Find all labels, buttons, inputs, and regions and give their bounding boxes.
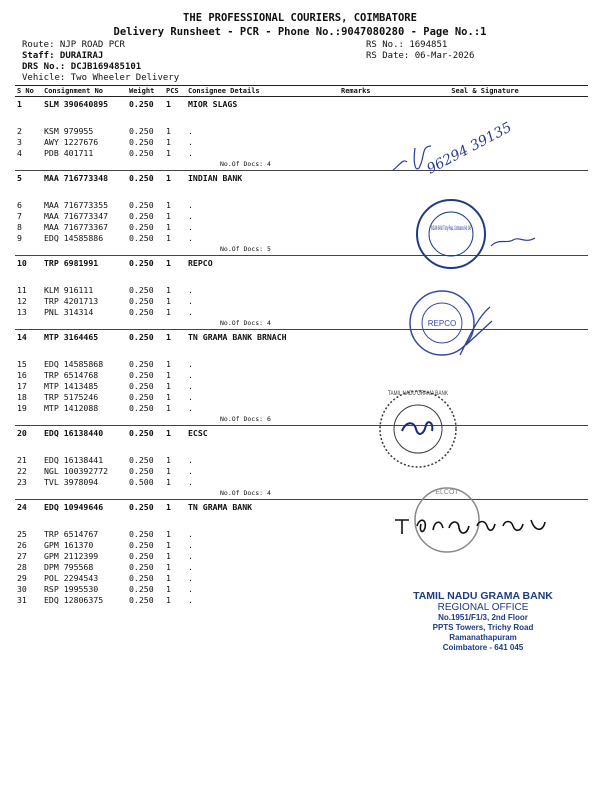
spacer-cell: [127, 344, 164, 359]
consignee-cell: .: [188, 551, 193, 561]
consignee-cell: .: [188, 477, 193, 487]
spacer-cell: [42, 440, 127, 455]
consignee-cell: ECSC: [186, 426, 339, 441]
consignment-cell: MTP 1412088: [44, 403, 99, 413]
consignment-cell: MTP 3164465: [42, 330, 127, 345]
sno-cell: 20: [15, 426, 42, 441]
spacer-cell: [15, 111, 42, 126]
route: Route: NJP ROAD PCR: [22, 40, 125, 50]
consignment-cell: TRP 6514768: [44, 370, 99, 380]
pcs-cell: 1: [166, 296, 171, 306]
weight-cell: 0.250: [127, 426, 164, 441]
tngb-regional-office-stamp: [383, 590, 583, 653]
weight-cell: 0.250: [127, 256, 164, 271]
consignment-cell: TRP 6981991: [42, 256, 127, 271]
spacer-cell: [339, 185, 382, 200]
remarks-cell: [339, 529, 382, 540]
blank-cell: [15, 414, 42, 426]
pcs-cell: 1: [164, 97, 186, 112]
indian-bank-seal: [413, 196, 548, 276]
ecsc-seal-and-signature: [385, 480, 575, 560]
remarks-cell: [339, 137, 382, 148]
pcs-cell: 1: [166, 148, 171, 158]
sno-cell: 28: [17, 562, 27, 572]
blank-cell: [42, 159, 127, 171]
remarks-cell: [339, 359, 382, 370]
consignee-cell: .: [188, 148, 193, 158]
docs-count: No.Of Docs: 4: [220, 489, 271, 497]
remarks-cell: [339, 573, 382, 584]
table-row: [15, 381, 588, 392]
remarks-cell: [339, 296, 382, 307]
table-row: [15, 455, 588, 466]
consignment-cell: POL 2294543: [44, 573, 99, 583]
docs-count: No.Of Docs: 4: [220, 319, 271, 327]
pcs-cell: 1: [166, 595, 171, 605]
sno-cell: 29: [17, 573, 27, 583]
consignee-cell: .: [188, 126, 193, 136]
spacer-cell: [339, 344, 382, 359]
seal-cell: [382, 573, 588, 584]
spacer-cell: [186, 185, 339, 200]
row-spacer: [15, 440, 588, 455]
spacer-cell: [15, 270, 42, 285]
spacer-cell: [186, 440, 339, 455]
drs-label: DRS No.:: [22, 62, 66, 72]
sno-cell: 4: [17, 148, 22, 158]
sno-cell: 30: [17, 584, 27, 594]
consignee-cell: .: [188, 137, 193, 147]
blank-cell: [42, 414, 127, 426]
pcs-cell: 1: [166, 540, 171, 550]
weight-cell: 0.250: [129, 455, 154, 465]
consignee-cell: .: [188, 455, 193, 465]
pcs-cell: 1: [166, 381, 171, 391]
indian-bank-seal-text: INDIAN BANK Trichy Road, Coimbatore 641 045: [431, 226, 472, 232]
spacer-cell: [186, 111, 339, 126]
sno-cell: 3: [17, 137, 22, 147]
consignee-cell: .: [188, 307, 193, 317]
sno-cell: 11: [17, 285, 27, 295]
consignment-cell: NGL 100392772: [44, 466, 109, 476]
sno-cell: 24: [15, 500, 42, 515]
sno-cell: 22: [17, 466, 27, 476]
sno-cell: 14: [15, 330, 42, 345]
consignment-cell: MAA 716773355: [44, 200, 109, 210]
weight-cell: 0.250: [127, 97, 164, 112]
col-weight: Weight: [127, 86, 164, 97]
ecsc-seal-text: ELCOT: [435, 489, 459, 496]
signature-numbers: 96294 39135: [424, 119, 515, 178]
weight-cell: 0.500: [129, 477, 154, 487]
weight-cell: 0.250: [129, 307, 154, 317]
consignment-cell: MAA 716773367: [44, 222, 109, 232]
sno-cell: 9: [17, 233, 22, 243]
weight-cell: 0.250: [129, 584, 154, 594]
table-row: [15, 370, 588, 381]
blank-cell: [42, 488, 127, 500]
consignment-cell: PDB 401711: [44, 148, 94, 158]
table-row: [15, 426, 588, 441]
bank-stamp-name: TAMIL NADU GRAMA BANK: [413, 590, 553, 602]
consignee-cell: .: [188, 211, 193, 221]
weight-cell: 0.250: [129, 211, 154, 221]
consignee-cell: MIOR SLAGS: [186, 97, 339, 112]
weight-cell: 0.250: [129, 381, 154, 391]
remarks-cell: [339, 551, 382, 562]
blank-cell: [164, 488, 186, 500]
weight-cell: 0.250: [129, 200, 154, 210]
blank-cell: [127, 488, 164, 500]
sno-cell: 8: [17, 222, 22, 232]
blank-cell: [164, 318, 186, 330]
blank-cell: [164, 244, 186, 256]
sno-cell: 18: [17, 392, 27, 402]
spacer-cell: [42, 514, 127, 529]
pcs-cell: 1: [166, 477, 171, 487]
weight-cell: 0.250: [129, 562, 154, 572]
remarks-cell: [339, 233, 382, 244]
consignee-cell: .: [188, 200, 193, 210]
spacer-cell: [339, 270, 382, 285]
remarks-cell: [339, 584, 382, 595]
spacer-cell: [15, 514, 42, 529]
pcs-cell: 1: [166, 126, 171, 136]
col-consignee: Consignee Details: [186, 86, 339, 97]
table-row: [15, 573, 588, 584]
remarks-cell: [339, 540, 382, 551]
pcs-cell: 1: [166, 551, 171, 561]
consignment-cell: TVL 3978094: [44, 477, 99, 487]
docs-count: No.Of Docs: 5: [220, 245, 271, 253]
consignee-cell: REPCO: [186, 256, 339, 271]
blank-cell: [15, 488, 42, 500]
blank-cell: [164, 414, 186, 426]
drs: [22, 62, 179, 73]
weight-cell: 0.250: [129, 359, 154, 369]
consignment-cell: DPM 795568: [44, 562, 94, 572]
drs-number: DCJB169485101: [70, 62, 142, 72]
rs-date: RS Date: 06-Mar-2026: [366, 51, 475, 61]
sno-cell: 23: [17, 477, 27, 487]
pcs-cell: 1: [166, 211, 171, 221]
repco-seal: [400, 285, 510, 365]
sno-cell: 12: [17, 296, 27, 306]
tngb-seal-text: TAMIL NADU GRAMA BANK: [388, 391, 448, 397]
weight-cell: 0.250: [129, 285, 154, 295]
weight-cell: 0.250: [129, 222, 154, 232]
remarks-cell: [339, 477, 382, 488]
remarks-cell: [339, 97, 382, 112]
blank-cell: [164, 159, 186, 171]
pcs-cell: 1: [166, 222, 171, 232]
weight-cell: 0.250: [127, 171, 164, 186]
col-sno: S No: [15, 86, 42, 97]
bank-stamp-addr2: PPTS Towers, Trichy Road: [432, 623, 534, 632]
consignee-cell: .: [188, 573, 193, 583]
consignment-cell: MAA 716773348: [42, 171, 127, 186]
consignment-cell: EDQ 16138441: [44, 455, 104, 465]
pcs-cell: 1: [166, 233, 171, 243]
pcs-cell: 1: [166, 285, 171, 295]
remarks-cell: [339, 307, 382, 318]
bank-stamp-addr4: Coimbatore - 641 045: [442, 643, 524, 652]
remarks-cell: [339, 370, 382, 381]
remarks-cell: [339, 148, 382, 159]
table-row: [15, 562, 588, 573]
remarks-cell: [339, 222, 382, 233]
consignee-cell: .: [188, 392, 193, 402]
pcs-cell: 1: [166, 455, 171, 465]
consignment-cell: EDQ 12806375: [44, 595, 104, 605]
spacer-cell: [339, 111, 382, 126]
consignee-cell: .: [188, 296, 193, 306]
table-header: [15, 86, 588, 97]
consignee-cell: .: [188, 466, 193, 476]
col-consignment: Consignment No: [42, 86, 127, 97]
meta-right: [366, 40, 474, 62]
consignment-cell: GPM 161370: [44, 540, 94, 550]
docs-count: No.Of Docs: 4: [220, 160, 271, 168]
blank-cell: [42, 244, 127, 256]
spacer-cell: [127, 111, 164, 126]
spacer-cell: [164, 514, 186, 529]
blank-cell: [15, 159, 42, 171]
docs-count: No.Of Docs: 6: [220, 415, 271, 423]
remarks-cell: [339, 256, 382, 271]
consignee-cell: .: [188, 359, 193, 369]
spacer-cell: [339, 514, 382, 529]
blank-cell: [127, 318, 164, 330]
col-pcs: PCS: [164, 86, 186, 97]
sno-cell: 1: [15, 97, 42, 112]
pcs-cell: 1: [166, 359, 171, 369]
spacer-cell: [186, 344, 339, 359]
weight-cell: 0.250: [129, 573, 154, 583]
consignment-cell: TRP 6514767: [44, 529, 99, 539]
sno-cell: 5: [15, 171, 42, 186]
consignee-cell: .: [188, 595, 193, 605]
seal-cell: [382, 562, 588, 573]
weight-cell: 0.250: [129, 392, 154, 402]
sno-cell: 26: [17, 540, 27, 550]
tngb-branch-seal: [368, 385, 478, 475]
sno-cell: 10: [15, 256, 42, 271]
consignment-cell: PNL 314314: [44, 307, 94, 317]
spacer-cell: [127, 514, 164, 529]
spacer-cell: [127, 440, 164, 455]
pcs-cell: 1: [166, 392, 171, 402]
weight-cell: 0.250: [129, 126, 154, 136]
consignment-cell: MAA 716773347: [44, 211, 109, 221]
consignee-cell: .: [188, 584, 193, 594]
col-seal: Seal & Signature: [382, 86, 588, 97]
staff: Staff: DURAIRAJ: [22, 51, 104, 61]
consignment-cell: AWY 1227676: [44, 137, 99, 147]
consignment-cell: TRP 4201713: [44, 296, 99, 306]
weight-cell: 0.250: [127, 330, 164, 345]
consignment-cell: KSM 979955: [44, 126, 94, 136]
consignee-cell: TN GRAMA BANK BRNACH: [186, 330, 339, 345]
pcs-cell: 1: [164, 500, 186, 515]
consignment-cell: EDQ 16138440: [42, 426, 127, 441]
consignment-cell: RSP 1995530: [44, 584, 99, 594]
sno-cell: 15: [17, 359, 27, 369]
bank-stamp-addr1: No.1951/F1/3, 2nd Floor: [438, 613, 528, 622]
spacer-cell: [15, 440, 42, 455]
spacer-cell: [42, 185, 127, 200]
spacer-cell: [127, 270, 164, 285]
sno-cell: 16: [17, 370, 27, 380]
sno-cell: 27: [17, 551, 27, 561]
table-row: [15, 403, 588, 414]
spacer-cell: [127, 185, 164, 200]
consignment-cell: KLM 916111: [44, 285, 94, 295]
pcs-cell: 1: [166, 200, 171, 210]
pcs-cell: 1: [166, 584, 171, 594]
vehicle: Vehicle: Two Wheeler Delivery: [22, 73, 180, 83]
col-remarks: Remarks: [339, 86, 382, 97]
pcs-cell: 1: [164, 426, 186, 441]
pcs-cell: 1: [166, 529, 171, 539]
spacer-cell: [164, 111, 186, 126]
spacer-cell: [186, 514, 339, 529]
pcs-cell: 1: [164, 330, 186, 345]
docs-row: [15, 414, 588, 426]
spacer-cell: [15, 344, 42, 359]
blank-cell: [15, 318, 42, 330]
consignment-cell: EDQ 14585868: [44, 359, 104, 369]
consignee-cell: .: [188, 370, 193, 380]
remarks-cell: [339, 285, 382, 296]
remarks-cell: [339, 126, 382, 137]
sno-cell: 13: [17, 307, 27, 317]
pcs-cell: 1: [166, 307, 171, 317]
company-title: THE PROFESSIONAL COURIERS, COIMBATORE: [183, 12, 417, 24]
consignment-cell: MTP 1413485: [44, 381, 99, 391]
pcs-cell: 1: [166, 573, 171, 583]
weight-cell: 0.250: [129, 529, 154, 539]
seal-cell: [382, 370, 588, 381]
pcs-cell: 1: [166, 370, 171, 380]
consignee-cell: .: [188, 285, 193, 295]
table-row: [15, 466, 588, 477]
pcs-cell: 1: [166, 466, 171, 476]
sno-cell: 2: [17, 126, 22, 136]
weight-cell: 0.250: [129, 370, 154, 380]
consignee-cell: .: [188, 529, 193, 539]
spacer-cell: [164, 185, 186, 200]
spacer-cell: [164, 440, 186, 455]
spacer-cell: [42, 344, 127, 359]
spacer-cell: [15, 185, 42, 200]
sno-cell: 7: [17, 211, 22, 221]
pcs-cell: 1: [166, 403, 171, 413]
meta-left: [22, 40, 179, 84]
remarks-cell: [339, 200, 382, 211]
table-row: [15, 97, 588, 112]
spacer-cell: [164, 344, 186, 359]
consignment-cell: EDQ 14585886: [44, 233, 104, 243]
consignee-cell: .: [188, 381, 193, 391]
pcs-cell: 1: [164, 171, 186, 186]
consignee-cell: .: [188, 540, 193, 550]
spacer-cell: [164, 270, 186, 285]
consignee-cell: .: [188, 233, 193, 243]
consignee-cell: .: [188, 562, 193, 572]
consignment-cell: SLM 390640895: [42, 97, 127, 112]
consignee-cell: INDIAN BANK: [186, 171, 339, 186]
sno-cell: 6: [17, 200, 22, 210]
sno-cell: 25: [17, 529, 27, 539]
remarks-cell: [339, 330, 382, 345]
sno-cell: 19: [17, 403, 27, 413]
bank-stamp-addr3: Ramanathapuram: [449, 633, 517, 642]
pcs-cell: 1: [166, 562, 171, 572]
weight-cell: 0.250: [129, 595, 154, 605]
rs-number: RS No.: 1694851: [366, 40, 448, 50]
sno-cell: 17: [17, 381, 27, 391]
remarks-cell: [339, 562, 382, 573]
weight-cell: 0.250: [129, 296, 154, 306]
weight-cell: 0.250: [127, 500, 164, 515]
bank-stamp-office: REGIONAL OFFICE: [437, 602, 529, 613]
weight-cell: 0.250: [129, 403, 154, 413]
blank-cell: [127, 159, 164, 171]
weight-cell: 0.250: [129, 551, 154, 561]
blank-cell: [127, 244, 164, 256]
sno-cell: 21: [17, 455, 27, 465]
consignee-cell: .: [188, 403, 193, 413]
consignee-cell: .: [188, 222, 193, 232]
consignment-cell: TRP 5175246: [44, 392, 99, 402]
weight-cell: 0.250: [129, 148, 154, 158]
pcs-cell: 1: [166, 137, 171, 147]
weight-cell: 0.250: [129, 137, 154, 147]
weight-cell: 0.250: [129, 540, 154, 550]
weight-cell: 0.250: [129, 466, 154, 476]
pcs-cell: 1: [164, 256, 186, 271]
weight-cell: 0.250: [129, 233, 154, 243]
remarks-cell: [339, 500, 382, 515]
consignment-cell: EDQ 10949646: [42, 500, 127, 515]
spacer-cell: [42, 270, 127, 285]
consignee-cell: TN GRAMA BANK: [186, 500, 339, 515]
seal-cell: [382, 97, 588, 112]
sno-cell: 31: [17, 595, 27, 605]
remarks-cell: [339, 171, 382, 186]
repco-seal-text: REPCO: [427, 319, 457, 328]
signature-group-1: [385, 118, 535, 188]
table-row: [15, 392, 588, 403]
blank-cell: [15, 244, 42, 256]
blank-cell: [42, 318, 127, 330]
consignment-cell: GPM 2112399: [44, 551, 99, 561]
remarks-cell: [339, 595, 382, 606]
spacer-cell: [42, 111, 127, 126]
remarks-cell: [339, 211, 382, 222]
blank-cell: [127, 414, 164, 426]
spacer-cell: [186, 270, 339, 285]
runsheet-title: Delivery Runsheet - PCR - Phone No.:9047080280 - Page No.:1: [113, 26, 487, 38]
